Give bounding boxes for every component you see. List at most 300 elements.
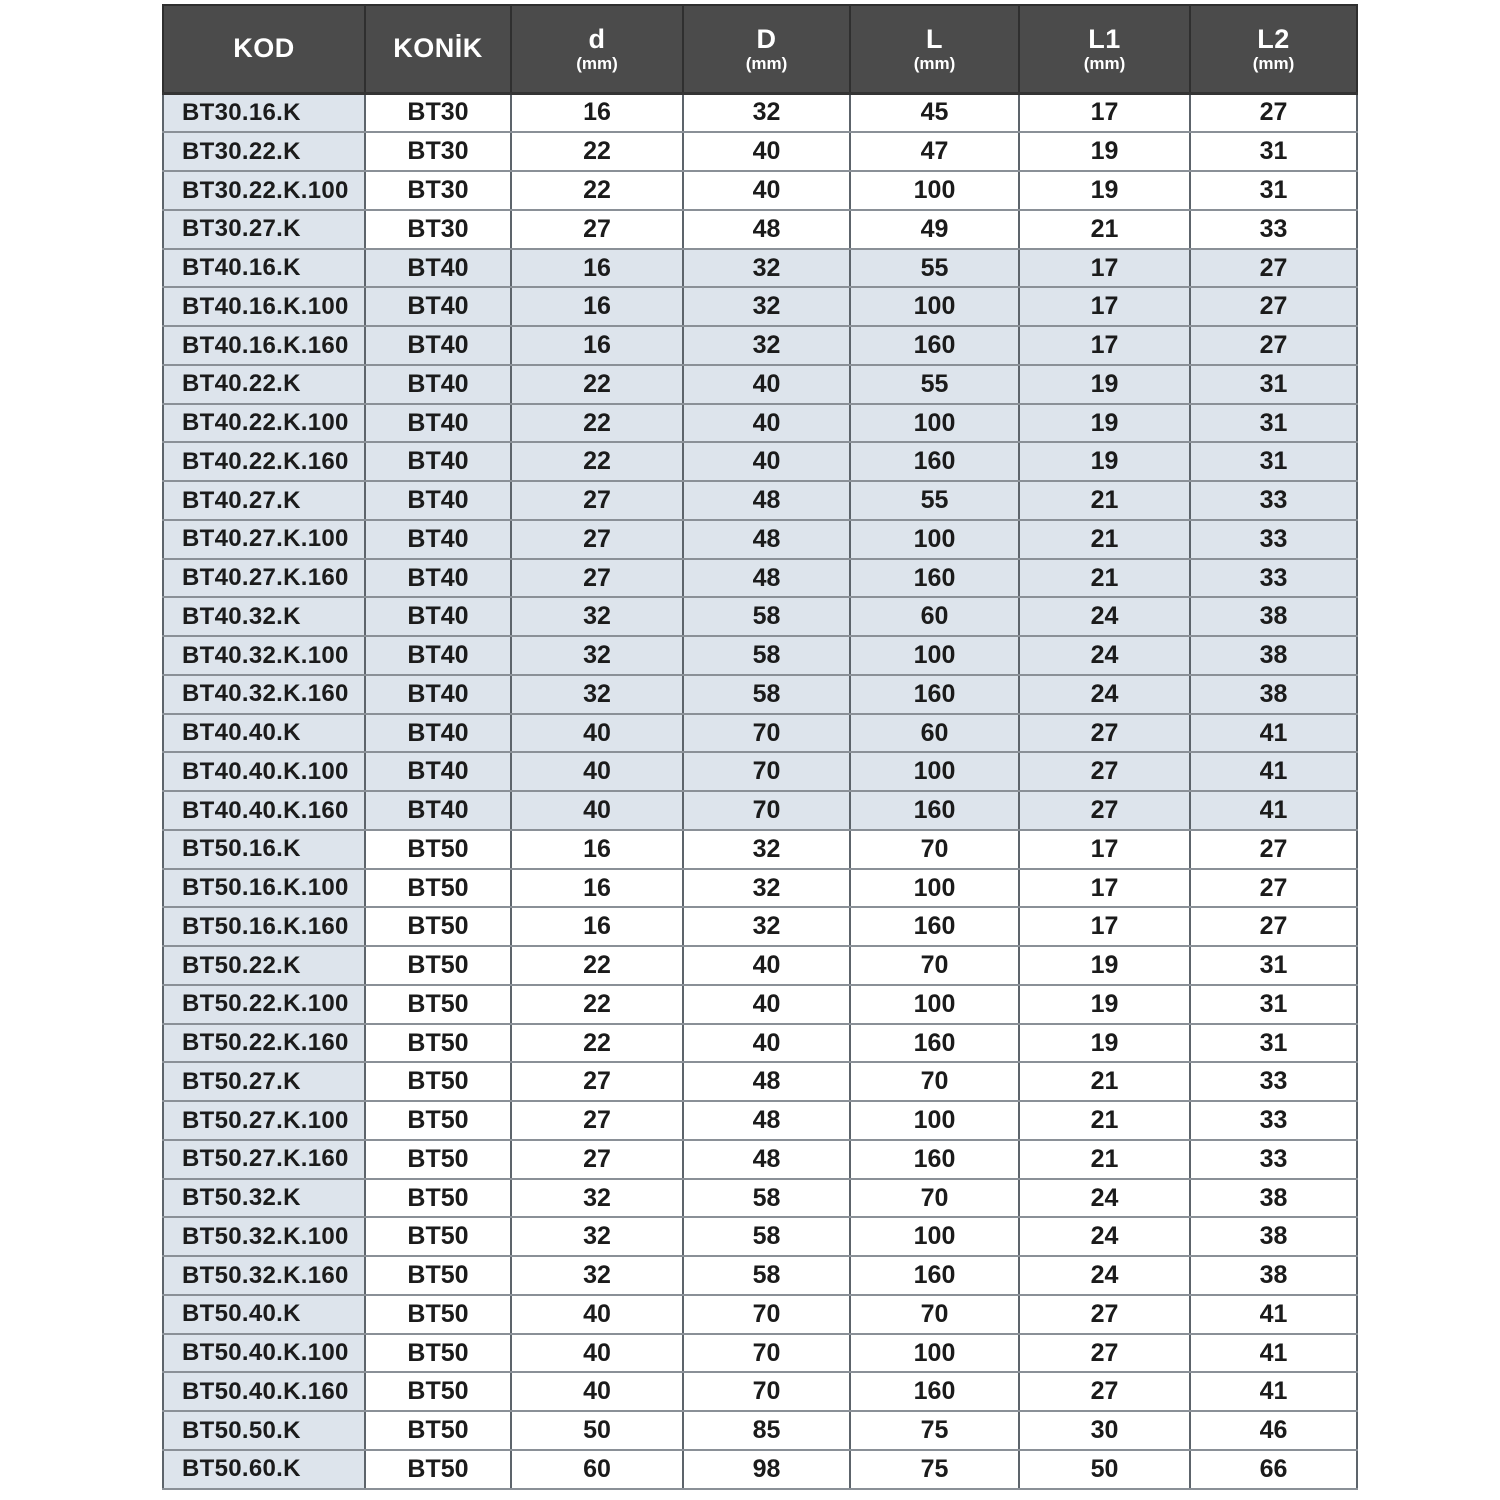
cell-value: 27: [1190, 249, 1357, 288]
cell-value: 70: [683, 752, 850, 791]
cell-value: 33: [1190, 520, 1357, 559]
cell-value: 16: [511, 287, 683, 326]
cell-value: BT40: [365, 249, 511, 288]
cell-value: 17: [1019, 869, 1190, 908]
header-label: D: [756, 24, 777, 55]
cell-value: 27: [511, 520, 683, 559]
cell-kod: BT50.32.K.100: [163, 1217, 365, 1256]
cell-value: BT50: [365, 1024, 511, 1063]
cell-value: 70: [683, 1372, 850, 1411]
cell-value: 32: [683, 869, 850, 908]
cell-value: 33: [1190, 1101, 1357, 1140]
header-cell-l2: [1190, 5, 1357, 93]
cell-value: 19: [1019, 1024, 1190, 1063]
cell-value: BT30: [365, 210, 511, 249]
cell-kod: BT40.32.K.160: [163, 675, 365, 714]
cell-value: 160: [850, 1256, 1019, 1295]
cell-value: 22: [511, 365, 683, 404]
table-row: [163, 1217, 1357, 1256]
cell-value: BT50: [365, 1334, 511, 1373]
cell-value: BT50: [365, 1101, 511, 1140]
cell-value: 160: [850, 559, 1019, 598]
cell-value: 22: [511, 404, 683, 443]
table-row: [163, 1179, 1357, 1218]
cell-value: 32: [511, 1256, 683, 1295]
cell-value: 160: [850, 1024, 1019, 1063]
cell-value: 32: [511, 597, 683, 636]
cell-kod: BT50.40.K.100: [163, 1334, 365, 1373]
cell-value: 48: [683, 1062, 850, 1101]
cell-value: 32: [511, 675, 683, 714]
cell-value: 66: [1190, 1450, 1357, 1489]
cell-value: 75: [850, 1450, 1019, 1489]
table-row: [163, 1256, 1357, 1295]
cell-value: 31: [1190, 985, 1357, 1024]
header-unit: (mm): [1252, 54, 1295, 74]
cell-value: BT50: [365, 1140, 511, 1179]
cell-value: 22: [511, 442, 683, 481]
cell-value: BT40: [365, 442, 511, 481]
table-body: [163, 93, 1357, 1489]
cell-value: 38: [1190, 1217, 1357, 1256]
cell-value: 24: [1019, 1256, 1190, 1295]
table-row: [163, 249, 1357, 288]
cell-value: 160: [850, 442, 1019, 481]
cell-value: 45: [850, 93, 1019, 132]
cell-value: 21: [1019, 1101, 1190, 1140]
cell-value: 32: [683, 93, 850, 132]
cell-value: 50: [1019, 1450, 1190, 1489]
cell-value: 31: [1190, 365, 1357, 404]
cell-value: BT40: [365, 791, 511, 830]
cell-value: 21: [1019, 559, 1190, 598]
cell-value: 160: [850, 791, 1019, 830]
cell-value: 31: [1190, 1024, 1357, 1063]
cell-value: 27: [511, 1140, 683, 1179]
cell-value: 17: [1019, 830, 1190, 869]
table-row: [163, 830, 1357, 869]
cell-value: 27: [1190, 93, 1357, 132]
cell-value: 58: [683, 1217, 850, 1256]
table-row: [163, 869, 1357, 908]
cell-value: BT50: [365, 1411, 511, 1450]
cell-value: 27: [1019, 1334, 1190, 1373]
cell-value: BT40: [365, 714, 511, 753]
cell-value: 160: [850, 675, 1019, 714]
cell-kod: BT50.27.K: [163, 1062, 365, 1101]
cell-value: 19: [1019, 132, 1190, 171]
cell-kod: BT40.16.K.160: [163, 326, 365, 365]
cell-value: 31: [1190, 404, 1357, 443]
cell-value: 17: [1019, 249, 1190, 288]
cell-value: 58: [683, 636, 850, 675]
cell-kod: BT50.16.K.100: [163, 869, 365, 908]
cell-value: 38: [1190, 675, 1357, 714]
cell-value: 41: [1190, 752, 1357, 791]
cell-value: 70: [683, 714, 850, 753]
cell-kod: BT50.40.K: [163, 1295, 365, 1334]
cell-value: 40: [683, 132, 850, 171]
table-row: [163, 520, 1357, 559]
cell-value: 98: [683, 1450, 850, 1489]
table-row: [163, 1062, 1357, 1101]
cell-value: 55: [850, 365, 1019, 404]
cell-value: BT30: [365, 132, 511, 171]
table-row: [163, 1295, 1357, 1334]
cell-value: 60: [511, 1450, 683, 1489]
cell-value: BT50: [365, 830, 511, 869]
cell-kod: BT40.22.K: [163, 365, 365, 404]
cell-value: BT40: [365, 481, 511, 520]
cell-value: 27: [511, 559, 683, 598]
table-row: [163, 559, 1357, 598]
cell-value: 31: [1190, 132, 1357, 171]
cell-value: BT50: [365, 1217, 511, 1256]
table-row: [163, 326, 1357, 365]
cell-value: 27: [511, 481, 683, 520]
cell-value: 16: [511, 907, 683, 946]
cell-value: 24: [1019, 636, 1190, 675]
table-row: [163, 365, 1357, 404]
cell-value: 100: [850, 752, 1019, 791]
cell-value: 100: [850, 1334, 1019, 1373]
cell-kod: BT50.50.K: [163, 1411, 365, 1450]
cell-value: BT50: [365, 907, 511, 946]
cell-value: 40: [683, 1024, 850, 1063]
cell-value: 19: [1019, 442, 1190, 481]
cell-kod: BT50.27.K.160: [163, 1140, 365, 1179]
table-row: [163, 1411, 1357, 1450]
cell-value: 70: [683, 791, 850, 830]
cell-kod: BT50.32.K.160: [163, 1256, 365, 1295]
cell-kod: BT50.22.K.160: [163, 1024, 365, 1063]
table-row: [163, 985, 1357, 1024]
cell-kod: BT30.22.K: [163, 132, 365, 171]
cell-value: 22: [511, 132, 683, 171]
cell-kod: BT40.32.K.100: [163, 636, 365, 675]
header-unit: (mm): [576, 54, 618, 74]
cell-value: 160: [850, 907, 1019, 946]
cell-value: BT50: [365, 1062, 511, 1101]
cell-value: 32: [683, 830, 850, 869]
cell-value: 16: [511, 830, 683, 869]
cell-value: 41: [1190, 1295, 1357, 1334]
cell-kod: BT50.16.K: [163, 830, 365, 869]
cell-value: 160: [850, 1140, 1019, 1179]
cell-kod: BT30.16.K: [163, 93, 365, 132]
table-row: [163, 946, 1357, 985]
header-cell-d: [683, 5, 850, 93]
cell-value: 22: [511, 985, 683, 1024]
cell-value: BT50: [365, 985, 511, 1024]
cell-value: 32: [511, 636, 683, 675]
cell-kod: BT50.32.K: [163, 1179, 365, 1218]
cell-value: 38: [1190, 1179, 1357, 1218]
cell-value: 58: [683, 1256, 850, 1295]
header-row: [163, 5, 1357, 93]
cell-value: BT50: [365, 1179, 511, 1218]
table-row: [163, 287, 1357, 326]
cell-value: 46: [1190, 1411, 1357, 1450]
cell-kod: BT50.22.K: [163, 946, 365, 985]
cell-value: 17: [1019, 907, 1190, 946]
cell-kod: BT40.27.K.100: [163, 520, 365, 559]
cell-value: BT40: [365, 559, 511, 598]
cell-value: 19: [1019, 946, 1190, 985]
cell-value: 32: [511, 1217, 683, 1256]
table-row: [163, 1450, 1357, 1489]
cell-value: 27: [1019, 791, 1190, 830]
header-unit: (mm): [913, 54, 956, 74]
cell-value: 100: [850, 1217, 1019, 1256]
cell-value: 33: [1190, 481, 1357, 520]
header-cell-l1: [1019, 5, 1190, 93]
cell-value: 48: [683, 520, 850, 559]
cell-value: 27: [1190, 907, 1357, 946]
header-label: d: [588, 24, 606, 55]
table-row: [163, 907, 1357, 946]
header-label: KOD: [233, 33, 295, 64]
cell-value: 100: [850, 1101, 1019, 1140]
cell-kod: BT30.22.K.100: [163, 171, 365, 210]
cell-value: 24: [1019, 675, 1190, 714]
table-row: [163, 752, 1357, 791]
cell-kod: BT50.27.K.100: [163, 1101, 365, 1140]
cell-value: 24: [1019, 597, 1190, 636]
cell-value: BT30: [365, 171, 511, 210]
cell-value: 17: [1019, 287, 1190, 326]
table-row: [163, 714, 1357, 753]
table-row: [163, 1140, 1357, 1179]
table-row: [163, 636, 1357, 675]
cell-value: 41: [1190, 714, 1357, 753]
cell-value: 21: [1019, 481, 1190, 520]
cell-value: BT50: [365, 1372, 511, 1411]
cell-value: 40: [683, 985, 850, 1024]
cell-value: 40: [683, 365, 850, 404]
table-row: [163, 132, 1357, 171]
table-row: [163, 1024, 1357, 1063]
cell-value: BT40: [365, 365, 511, 404]
cell-value: 58: [683, 675, 850, 714]
cell-value: 75: [850, 1411, 1019, 1450]
table-row: [163, 1334, 1357, 1373]
cell-value: 33: [1190, 1062, 1357, 1101]
table-row: [163, 675, 1357, 714]
cell-value: 47: [850, 132, 1019, 171]
cell-value: 16: [511, 869, 683, 908]
cell-value: 40: [511, 1295, 683, 1334]
cell-value: 27: [1019, 714, 1190, 753]
cell-value: 70: [850, 830, 1019, 869]
cell-value: 100: [850, 520, 1019, 559]
cell-value: 22: [511, 1024, 683, 1063]
header-unit: (mm): [745, 54, 788, 74]
cell-value: 21: [1019, 1140, 1190, 1179]
header-unit: (mm): [1083, 54, 1126, 74]
cell-value: 22: [511, 946, 683, 985]
header-label: L2: [1257, 24, 1290, 55]
spec-table: [162, 4, 1358, 1490]
cell-value: 17: [1019, 93, 1190, 132]
cell-value: 100: [850, 636, 1019, 675]
cell-value: 48: [683, 559, 850, 598]
table-row: [163, 442, 1357, 481]
cell-value: 40: [683, 171, 850, 210]
cell-value: 24: [1019, 1217, 1190, 1256]
cell-value: BT40: [365, 675, 511, 714]
cell-kod: BT40.27.K.160: [163, 559, 365, 598]
cell-value: 100: [850, 171, 1019, 210]
cell-value: 100: [850, 404, 1019, 443]
cell-value: BT30: [365, 93, 511, 132]
cell-value: 27: [1190, 830, 1357, 869]
cell-value: 70: [850, 1179, 1019, 1218]
cell-value: 40: [511, 1334, 683, 1373]
table-row: [163, 791, 1357, 830]
cell-kod: BT40.16.K.100: [163, 287, 365, 326]
cell-kod: BT40.32.K: [163, 597, 365, 636]
cell-value: 24: [1019, 1179, 1190, 1218]
cell-value: 48: [683, 1140, 850, 1179]
cell-value: 70: [683, 1334, 850, 1373]
cell-kod: BT50.16.K.160: [163, 907, 365, 946]
cell-value: 38: [1190, 1256, 1357, 1295]
cell-value: 33: [1190, 559, 1357, 598]
cell-value: 32: [683, 326, 850, 365]
cell-value: 27: [511, 1101, 683, 1140]
cell-value: 33: [1190, 210, 1357, 249]
cell-value: BT40: [365, 404, 511, 443]
cell-value: 27: [1019, 752, 1190, 791]
header-label: KONİK: [393, 33, 483, 64]
header-cell-konik: [365, 5, 511, 93]
cell-value: 16: [511, 249, 683, 288]
header-label: L: [926, 24, 943, 55]
cell-kod: BT50.22.K.100: [163, 985, 365, 1024]
cell-value: 21: [1019, 1062, 1190, 1101]
cell-value: 40: [683, 946, 850, 985]
cell-value: 70: [850, 946, 1019, 985]
cell-value: 19: [1019, 171, 1190, 210]
cell-kod: BT40.27.K: [163, 481, 365, 520]
table-row: [163, 171, 1357, 210]
cell-kod: BT40.40.K.100: [163, 752, 365, 791]
cell-value: 27: [1190, 326, 1357, 365]
cell-value: 33: [1190, 1140, 1357, 1179]
table-row: [163, 481, 1357, 520]
cell-value: 100: [850, 985, 1019, 1024]
cell-value: 31: [1190, 442, 1357, 481]
cell-value: 16: [511, 93, 683, 132]
cell-value: 27: [1019, 1372, 1190, 1411]
cell-value: 85: [683, 1411, 850, 1450]
cell-value: 49: [850, 210, 1019, 249]
cell-kod: BT40.22.K.160: [163, 442, 365, 481]
cell-value: 70: [850, 1062, 1019, 1101]
table-row: [163, 210, 1357, 249]
cell-kod: BT30.27.K: [163, 210, 365, 249]
cell-value: 27: [1019, 1295, 1190, 1334]
cell-kod: BT40.40.K.160: [163, 791, 365, 830]
cell-value: BT40: [365, 287, 511, 326]
cell-value: 48: [683, 210, 850, 249]
cell-value: 40: [683, 442, 850, 481]
cell-value: 21: [1019, 210, 1190, 249]
cell-value: BT50: [365, 1256, 511, 1295]
cell-value: 32: [683, 249, 850, 288]
cell-value: BT50: [365, 869, 511, 908]
cell-value: 100: [850, 869, 1019, 908]
cell-value: 40: [683, 404, 850, 443]
cell-value: 100: [850, 287, 1019, 326]
cell-value: BT40: [365, 520, 511, 559]
cell-value: 60: [850, 597, 1019, 636]
cell-value: 31: [1190, 171, 1357, 210]
cell-value: 41: [1190, 791, 1357, 830]
cell-value: 21: [1019, 520, 1190, 559]
cell-value: 41: [1190, 1372, 1357, 1411]
cell-value: 22: [511, 171, 683, 210]
cell-value: 32: [511, 1179, 683, 1218]
table-row: [163, 404, 1357, 443]
table-row: [163, 1372, 1357, 1411]
cell-value: 40: [511, 714, 683, 753]
cell-value: 38: [1190, 597, 1357, 636]
cell-kod: BT40.16.K: [163, 249, 365, 288]
cell-value: 19: [1019, 404, 1190, 443]
cell-value: 70: [683, 1295, 850, 1334]
table-row: [163, 597, 1357, 636]
cell-value: 48: [683, 481, 850, 520]
cell-value: 55: [850, 481, 1019, 520]
cell-value: 30: [1019, 1411, 1190, 1450]
cell-value: 40: [511, 752, 683, 791]
table-row: [163, 93, 1357, 132]
cell-value: 19: [1019, 365, 1190, 404]
table-row: [163, 1101, 1357, 1140]
cell-value: BT50: [365, 1450, 511, 1489]
cell-value: 48: [683, 1101, 850, 1140]
cell-value: 17: [1019, 326, 1190, 365]
cell-value: 58: [683, 597, 850, 636]
cell-value: 38: [1190, 636, 1357, 675]
cell-kod: BT40.40.K: [163, 714, 365, 753]
cell-value: BT40: [365, 752, 511, 791]
cell-value: 32: [683, 907, 850, 946]
cell-value: 50: [511, 1411, 683, 1450]
cell-value: BT40: [365, 636, 511, 675]
cell-value: 19: [1019, 985, 1190, 1024]
header-cell-d: [511, 5, 683, 93]
cell-value: 16: [511, 326, 683, 365]
cell-value: 32: [683, 287, 850, 326]
cell-kod: BT50.60.K: [163, 1450, 365, 1489]
cell-value: 40: [511, 1372, 683, 1411]
cell-value: BT50: [365, 1295, 511, 1334]
cell-value: 27: [511, 210, 683, 249]
cell-value: 160: [850, 326, 1019, 365]
header-cell-l: [850, 5, 1019, 93]
cell-value: 58: [683, 1179, 850, 1218]
cell-value: 27: [1190, 287, 1357, 326]
cell-value: 40: [511, 791, 683, 830]
cell-value: 70: [850, 1295, 1019, 1334]
cell-value: 27: [1190, 869, 1357, 908]
cell-kod: BT50.40.K.160: [163, 1372, 365, 1411]
header-cell-kod: [163, 5, 365, 93]
cell-value: 31: [1190, 946, 1357, 985]
